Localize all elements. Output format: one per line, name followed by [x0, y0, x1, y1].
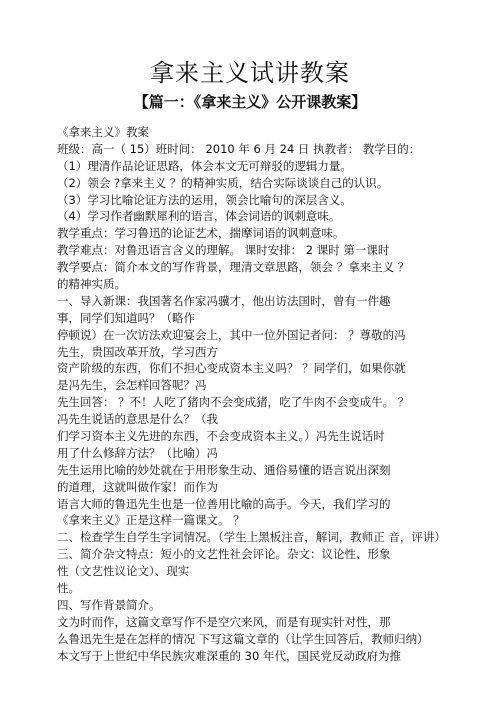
- text-line: 文为时而作，这篇文章写作不是空穴来风，而是有现实针对性，那: [57, 614, 391, 629]
- text-line: 性（文艺性议论文）、现实: [57, 564, 190, 579]
- text-line: 教学重点：学习鲁迅的论证艺术，揣摩词语的讽刺意味。: [57, 226, 345, 241]
- text-line: 《拿来主义》教案: [57, 125, 149, 139]
- text-line: 先生运用比喻的妙处就在于用形象生动、通俗易懂的语言说出深刻: [57, 462, 391, 477]
- text-line: 事，同学们知道吗？（略作: [57, 310, 195, 325]
- text-line: 们学习资本主义先进的东西，不会变成资本主义。）冯先生说话时: [57, 429, 385, 444]
- text-line: 性。: [57, 581, 80, 596]
- text-line: 先生回答： ？不！人吃了猪肉不会变成猪，吃了牛肉不会变成牛。 ？: [57, 395, 410, 410]
- document-title: 拿来主义试讲教案: [150, 59, 350, 87]
- text-line: 的精神实质。: [57, 277, 126, 292]
- text-line: 班级：高一（ 15）班时间： 2010 年 6 月 24 日 执教者： 教学目的：: [57, 141, 421, 156]
- text-line: 本文写于上世纪中华民族灾难深重的 30 年代，国民党反动政府为推: [57, 648, 401, 663]
- document-subtitle: 【篇一：《拿来主义》公开课教案】: [133, 93, 367, 111]
- text-line: 资产阶级的东西，你们不担心变成资本主义吗？ ？同学们，如果你就: [57, 361, 406, 376]
- text-line: 先生，贵国改革开放，学习西方: [57, 344, 218, 359]
- text-line: 一、导入新课：我国著名作家冯骥才，他出访法国时，曾有一件趣: [57, 293, 391, 308]
- text-line: 停顿说）在一次访法欢迎宴会上，其中一位外国记者问： ？尊敬的冯: [57, 327, 406, 342]
- text-line: 语言大师的鲁迅先生也是一位善用比喻的高手。今天，我们学习的: [57, 496, 391, 511]
- text-line: （2）领会 ?拿来主义 ？的精神实质，结合实际谈谈自己的认识。: [57, 175, 389, 190]
- text-line: 教学难点：对鲁迅语言含义的理解。 课时安排： 2 课时 第一课时: [57, 243, 390, 258]
- text-line: （3）学习比喻论证方法的运用，领会比喻句的深层含义。: [57, 192, 352, 207]
- text-line: 的道理，这就叫做作家！而作为: [57, 479, 218, 494]
- text-line: 教学要点：简介本文的写作背景，理清文章思路，领会 ？拿来主义 ？: [57, 260, 410, 275]
- text-line: （1）理清作品论证思路，体会本文无可辩驳的逻辑力量。: [57, 158, 352, 173]
- text-line: 么鲁迅先生是在怎样的情况 下写这篇文章的（让学生回答后，教师归纳）: [57, 631, 429, 646]
- document-body: [57, 124, 457, 665]
- text-line: 是冯先生，会怎样回答呢？冯: [57, 378, 207, 393]
- text-line: 二、检查学生自学生字词情况。（学生上黑板注音，解词，教师正 音，评讲）: [57, 530, 446, 545]
- text-line: 用了什么修辞方法？（比喻）冯: [57, 445, 218, 460]
- text-line: 《拿来主义》正是这样一篇课文。 ？: [57, 513, 245, 528]
- text-line: 冯先生说话的意思是什么？（我: [57, 412, 218, 427]
- text-line: 四、写作背景简介。: [57, 597, 161, 612]
- text-line: （4）学习作者幽默犀利的语言，体会词语的讽刺意味。: [57, 209, 341, 224]
- text-line: 三、简介杂文特点：短小的文艺性社会评论。杂文：议论性、形象: [57, 547, 391, 562]
